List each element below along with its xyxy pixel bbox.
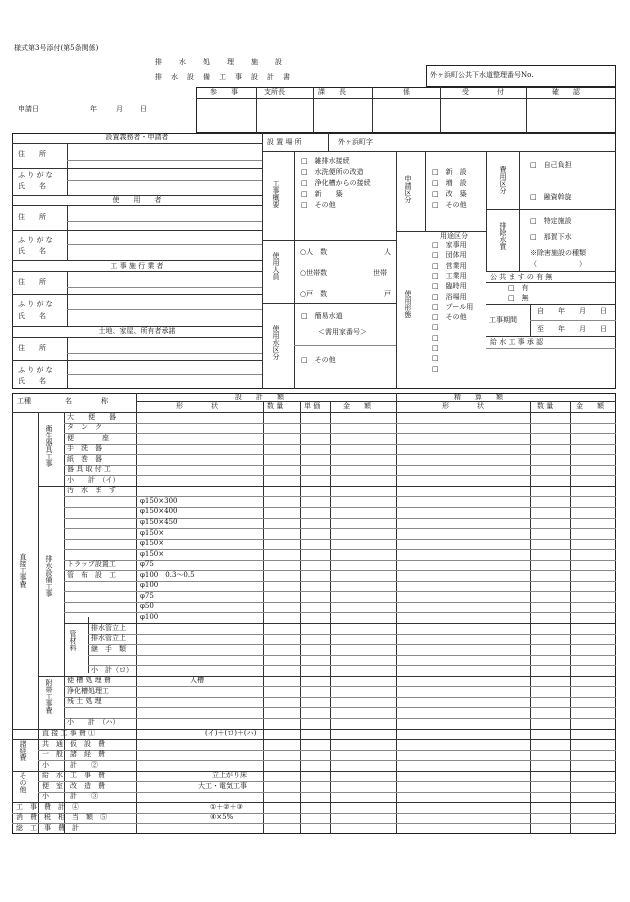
contractor-title: 工 事 施 行 業 者 [110,262,164,270]
row-shape-12: φ150× [140,539,165,548]
rule-line [64,465,616,466]
usage-item-6[interactable]: □ プール用 [432,302,474,311]
rule-line [64,697,616,698]
usage-item-1[interactable]: □ 団体用 [432,251,467,260]
rule-line [64,454,616,455]
form-number: 様式第3号添付(第5条関係) [14,44,99,52]
row-label-33: 小 計 ② [42,760,98,769]
drain-quality-item-2: ※除害施設の種類 [530,249,586,257]
design-suryo: 数 量 [267,402,284,410]
rule-line [38,412,39,738]
rule-line [136,393,137,834]
usage-item-2[interactable]: □ 営業用 [432,261,467,270]
row-label-34: 給 水 工 事 費 [42,771,105,780]
rule-line [64,686,616,687]
row-label-38: 消 費 税 相 当 額 ⑤ [16,813,107,822]
usage-item-10[interactable]: □ [432,344,439,352]
misc-cost-label: 諸経費 [19,740,27,761]
contractor-furigana-label: ふ り が な [18,300,53,308]
estimate-label: 精 算 額 [454,393,503,401]
drain-quality-label: 排除水質 [499,222,507,250]
other-label: その他 [19,772,27,793]
rule-line [38,486,616,487]
cost-table [12,393,616,834]
row-shape-19: φ100 [140,612,159,621]
row-label-35: 便 室 改 造 費 [42,781,105,790]
rule-line [530,401,531,834]
user-furigana-label: ふ り が な [18,236,53,244]
usage-item-12[interactable]: □ [432,364,439,373]
contractor-address-label: 住 所 [18,278,46,286]
rule-line [88,634,616,635]
site-value[interactable]: 外ヶ浜町字 [338,138,373,146]
row-shape-38: ④×5% [210,813,234,822]
overview-item-0[interactable]: □ 雑排水接続 [301,157,350,165]
approval-sanji: 参 事 [210,88,238,96]
approval-uketsuke: 受 付 [462,88,504,96]
row-shape-15: φ100 0.3〜0.5 [140,570,195,579]
water-approval-label: 給 水 工 事 承 認 [490,338,544,346]
owner-address-label: 住 所 [18,344,46,352]
rule-line [12,823,616,824]
row-shape-13: φ150× [140,549,165,558]
title-line-1: 排 水 処 理 施 設 [155,58,283,66]
period-label: 工事期間 [489,316,517,324]
usage-item-11[interactable]: □ [432,354,439,363]
overview-item-2[interactable]: □ 浄化槽からの接続 [301,179,371,187]
row-label-6: 小 計 （イ） [67,475,120,484]
col-koushu: 工種 [17,397,31,405]
water-class-item-1: ＜需用家番号＞ [318,328,367,336]
row-label-15: 管 布 設 工 [67,570,116,579]
rule-line [38,750,616,751]
apply-year: 年 [90,105,97,113]
people-persons: ○人 数 [300,248,328,256]
cost-item-1[interactable]: □ 融資斡旋 [530,193,572,201]
row-shape-11: φ150× [140,528,165,537]
owner-name-label: 氏 名 [18,377,46,385]
approval-shisho: 支所長 [264,88,285,96]
usage-type-label: 使用形態 [404,290,412,318]
rule-line [570,401,571,834]
rule-line [64,475,616,476]
row-label-27: 残 土 処 理 [67,697,102,706]
row-shape-17: φ75 [140,591,154,600]
estimate-kingaku: 金 額 [576,402,604,410]
design-tanka: 単 価 [304,402,321,410]
rule-line [396,393,397,834]
apply-item-2[interactable]: □ 改 築 [432,190,467,198]
rule-line [64,444,616,445]
row-shape-30: (イ)＋(ロ)＋(ハ) [205,729,257,737]
approval-kakunin: 確 認 [552,88,580,96]
overview-item-4[interactable]: □ その他 [301,201,336,209]
pipe-material-label: 管材料 [69,630,77,651]
row-shape-35: 大工・電気工事 [198,781,247,790]
people-label: 使用人員 [272,252,280,280]
row-shape-10: φ150×450 [140,518,178,526]
apply-item-1[interactable]: □ 増 設 [432,179,467,187]
row-shape-25: 人槽 [190,676,204,685]
user-name-label: 氏 名 [18,247,46,255]
contractor-name-label: 氏 名 [18,312,46,320]
cost-item-0[interactable]: □ 自己負担 [530,161,572,169]
owner-furigana-label: ふ り が な [18,366,53,374]
rule-line [38,676,616,677]
drain-quality-item-0[interactable]: □ 特定施設 [530,217,572,225]
rule-line [38,781,616,782]
usage-item-7[interactable]: □ その他 [432,313,467,322]
row-shape-16: φ100 [140,581,159,590]
drain-quality-item-1[interactable]: □ 那賀下水 [530,233,572,241]
row-label-5: 器 具 取 付 工 [67,465,111,474]
row-label-24: 小 計（ロ） [91,665,133,674]
obligor-address-label: 住 所 [18,150,46,158]
overview-label: 工事概要 [272,180,280,208]
row-label-30: 直 接 工 事 費 ① [42,729,96,737]
rule-line [88,644,616,645]
water-class-item-0[interactable]: □ 簡易水道 [301,312,343,320]
rule-line [64,412,65,736]
period-to[interactable]: 至 年 月 日 [537,325,607,333]
site-label: 設 置 場 所 [267,138,302,146]
people-houses: ○戸 数 [300,290,328,298]
people-houses-unit: 戸 [384,290,391,298]
rule-line [136,401,616,402]
public-meter-no[interactable]: □ 無 [508,294,529,302]
row-label-3: 手 洗 器 [67,444,102,453]
usage-item-3[interactable]: □ 工業用 [432,271,467,280]
row-label-7: 汚 水 ま す [67,486,116,495]
apply-day: 日 [140,105,147,113]
obligor-furigana-label: ふ り が な [18,171,53,179]
public-meter-label: 公 共 ま す の 有 無 [490,273,553,281]
approval-kacho: 課 長 [318,88,346,96]
sanitary-label: 衛生器具工事 [45,425,53,467]
rule-line [64,718,616,719]
public-meter-yes[interactable]: □ 有 [508,284,529,292]
design-keijo: 形 状 [176,402,218,410]
usage-type-title: 用途区分 [440,232,468,240]
extra-cost-label: 附帯工事費 [45,679,53,714]
obligor-name-label: 氏 名 [18,182,46,190]
row-label-39: 総 工 事 費 計 [16,823,79,832]
rule-line [88,655,616,656]
people-households: ○世帯数 [300,269,328,277]
water-class-label: 使用水区分 [272,325,280,360]
rule-line [12,802,616,803]
apply-date-label: 申請日 [18,105,39,113]
estimate-keijo: 形 状 [442,402,484,410]
approval-kakari: 係 [403,88,410,96]
apply-month: 月 [116,105,123,113]
design-kingaku: 金 額 [343,402,371,410]
usage-item-0[interactable]: □ 家事用 [432,241,467,249]
user-title: 使 用 者 [112,196,162,204]
usage-item-9[interactable]: □ [432,333,439,342]
rule-line [12,729,616,730]
rule-line [38,792,616,793]
period-from[interactable]: 自 年 月 日 [537,307,607,315]
row-label-4: 紙 巻 器 [67,454,102,463]
row-shape-8: φ150×300 [140,496,178,505]
water-class-item-2[interactable]: □ その他 [301,356,336,364]
row-label-22: 継 手 類 [91,644,126,653]
row-shape-18: φ50 [140,602,154,611]
obligor-title: 設置義務者・申請者 [105,133,169,141]
rule-line [263,401,264,834]
user-address-label: 住 所 [18,213,46,221]
design-label: 設 計 額 [235,393,284,401]
usage-item-8[interactable]: □ [432,323,439,332]
usage-item-5[interactable]: □ 浴場用 [432,292,467,301]
row-label-37: 工 事 費 計 ④ [16,802,79,811]
row-label-14: トラップ設置工 [67,560,116,569]
rule-line [330,401,331,834]
apply-category-label: 申請区分 [404,175,412,203]
row-label-20: 排水管立上 [91,623,126,632]
rule-line [300,401,301,834]
apply-item-0[interactable]: □ 新 設 [432,168,467,176]
row-shape-34: 立上がり床 [212,771,247,780]
overview-item-3[interactable]: □ 新 築 [301,190,343,198]
owner-title: 土地、家屋、所有者承諾 [98,327,176,335]
row-label-32: 一 般 諸 経 費 [42,750,105,759]
rule-line [64,433,616,434]
row-label-0: 大 便 器 [67,412,116,421]
people-persons-unit: 人 [384,248,391,256]
row-shape-37: ①＋②＋③ [210,802,243,811]
row-shape-14: φ75 [140,560,154,569]
cost-category-label: 費用区分 [499,166,507,194]
ledger-number-label: 外ヶ浜町公共下水道整理番号No. [430,71,534,79]
title-line-2: 排 水 設 備 工 事 設 計 書 [155,73,291,81]
row-label-31: 共 通 仮 設 費 [42,739,105,748]
row-label-26: 浄化槽処理工 [67,686,109,695]
rule-line [64,423,616,424]
row-label-25: 便 槽 処 理 費 [67,676,111,685]
rule-line [12,771,616,772]
rule-line [38,760,616,761]
col-meisho: 名 称 [65,397,110,405]
rule-line [88,665,616,666]
row-label-29: 小 計 （ハ） [67,718,120,727]
drain-quality-paren: （ ） [530,260,586,268]
row-shape-9: φ150×400 [140,507,178,516]
drain-label: 排水設備工事 [45,555,53,597]
usage-item-4[interactable]: □ 臨時用 [432,282,467,291]
apply-item-3[interactable]: □ その他 [432,201,467,209]
people-households-unit: 世帯 [373,269,387,277]
row-label-36: 小 計 ③ [42,792,98,801]
overview-item-1[interactable]: □ 水洗便所の改造 [301,168,364,176]
rule-line [12,739,616,740]
rule-line [64,707,616,708]
row-label-1: タ ン ク [67,423,102,432]
row-label-21: 排水管立上 [91,634,126,643]
rule-line [64,623,616,624]
direct-cost-label: 直接工事費 [19,553,27,588]
estimate-suryo: 数 量 [537,402,554,410]
row-label-2: 便 座 [67,433,109,442]
